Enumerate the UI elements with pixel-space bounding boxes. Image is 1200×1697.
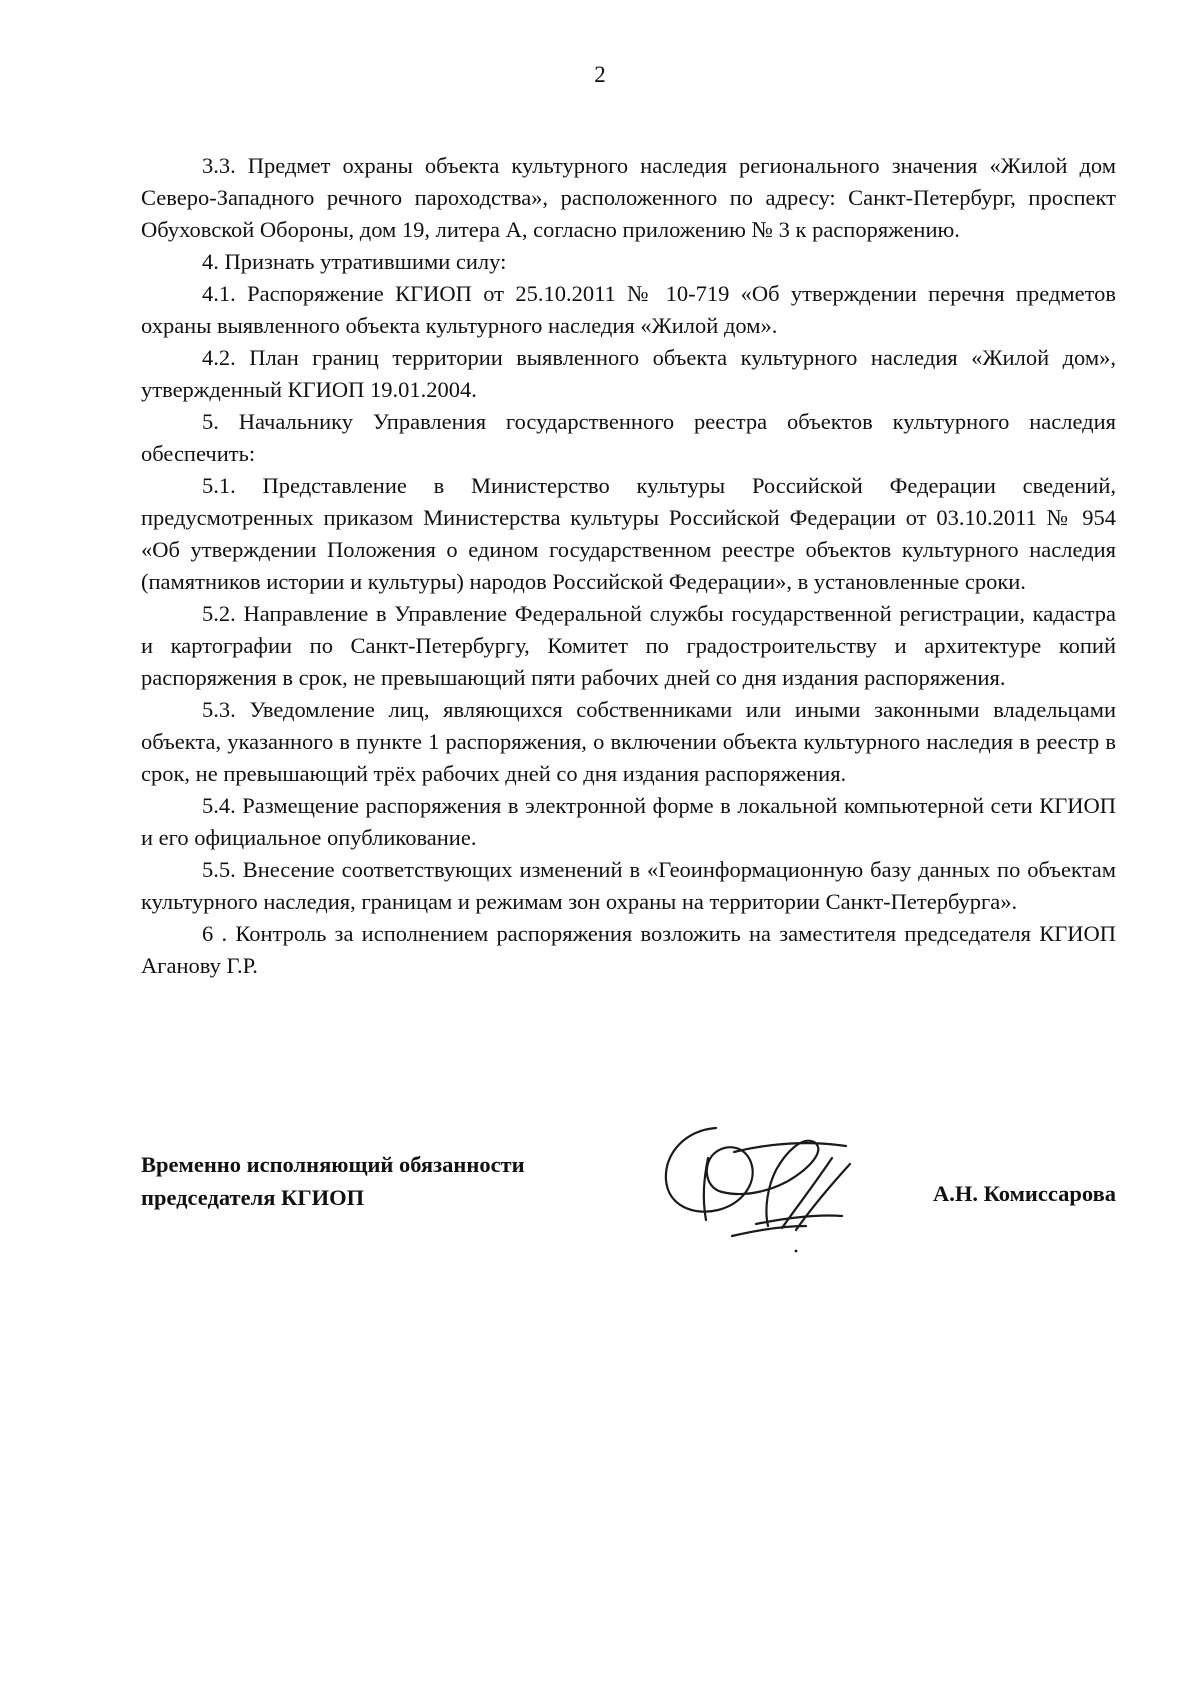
paragraph-5-4: 5.4. Размещение распоряжения в электронной форме в локальной компьютерной сети КГИОП и его официальное опубликование. — [141, 793, 1116, 850]
paragraph-5: 5. Начальнику Управления государственного реестра объектов культурного наследия обеспечить: — [141, 409, 1116, 466]
paragraph-4: 4. Признать утратившими силу: — [202, 249, 507, 274]
handwritten-signature — [646, 1118, 876, 1258]
paragraph-5-3: 5.3. Уведомление лиц, являющихся собственниками или иными законными владельцами объекта, указанного в пункте 1 распоряжения, о включении объекта культурного наследия в реестр в срок, не превышающий трёх рабочих дней со дня издания распоряжения. — [141, 697, 1116, 786]
paragraph-4-2: 4.2. План границ территории выявленного объекта культурного наследия «Жилой дом», утвержденный КГИОП 19.01.2004. — [141, 345, 1116, 402]
paragraph-5-5: 5.5. Внесение соответствующих изменений в «Геоинформационную базу данных по объектам культурного наследия, границам и режимам зон охраны на территории Санкт-Петербурга». — [141, 857, 1116, 914]
signer-title-line-2: председателя КГИОП — [141, 1185, 365, 1210]
paragraph-6: 6 . Контроль за исполнением распоряжения возложить на заместителя председателя КГИОП Аганову Г.Р. — [141, 921, 1116, 978]
signature-block — [141, 1130, 1116, 1250]
paragraph-5-2: 5.2. Направление в Управление Федеральной службы государственной регистрации, кадастра и картографии по Санкт-Петербургу, Комитет по градостроительству и архитектуре копий распоряжения в срок, не превышающий пяти рабочих дней со дня издания распоряжения. — [141, 601, 1116, 690]
page-number: 2 — [594, 62, 606, 87]
paragraph-4-1: 4.1. Распоряжение КГИОП от 25.10.2011 № 10-719 «Об утверждении перечня предметов охраны выявленного объекта культурного наследия «Жилой дом». — [141, 281, 1116, 338]
signer-title-line-1: Временно исполняющий обязанности — [141, 1152, 525, 1177]
paragraph-5-1: 5.1. Представление в Министерство культуры Российской Федерации сведений, предусмотренных приказом Министерства культуры Российской Федерации от 03.10.2011 № 954 «Об утверждении Положения о едином государственном реестре объектов культурного наследия (памятников истории и культуры) народов Российской Федерации», в установленные сроки. — [141, 473, 1116, 594]
signer-title — [141, 1148, 525, 1214]
document-body — [141, 150, 1116, 982]
signer-name: А.Н. Комиссарова — [932, 1181, 1116, 1206]
paragraph-3-3: 3.3. Предмет охраны объекта культурного наследия регионального значения «Жилой дом Северо-Западного речного пароходства», расположенного по адресу: Санкт-Петербург, проспект Обуховской Обороны, дом 19, литера А, согласно приложению № 3 к распоряжению. — [141, 153, 1116, 242]
